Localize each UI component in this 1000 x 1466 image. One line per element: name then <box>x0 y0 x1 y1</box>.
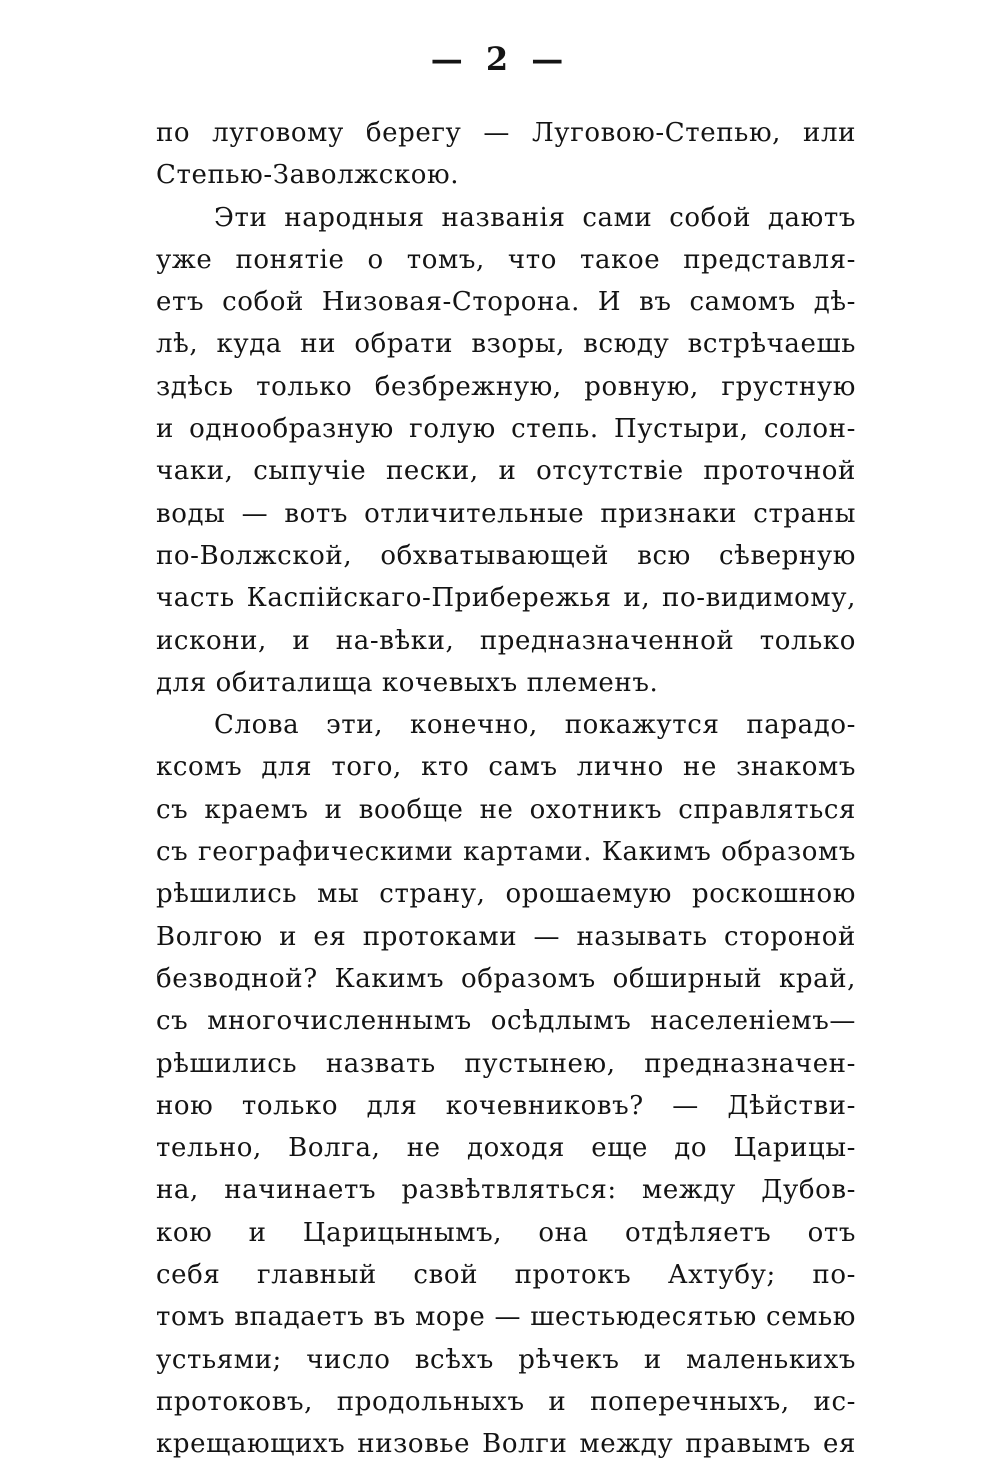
body-text <box>156 112 856 1466</box>
text-line: устьями; число всѣхъ рѣчекъ и маленькихъ <box>156 1344 856 1375</box>
text-line: по луговому берегу — Луговою-Степью, или <box>156 118 856 148</box>
text-line: воды — вотъ отличительные признаки страны <box>156 498 856 529</box>
text-line: съ многочисленнымъ осѣдлымъ населеніемъ— <box>156 1006 856 1037</box>
text-line: томъ впадаетъ въ море — шестьюдесятью семью <box>156 1302 856 1333</box>
text-line: рѣшились назвать пустынею, предназначен- <box>156 1048 856 1079</box>
text-line: здѣсь только безбрежную, ровную, грустную <box>156 371 856 402</box>
text-line: уже понятіе о томъ, что такое представля- <box>156 244 856 275</box>
text-line: на, начинаетъ развѣтвляться: между Дубов- <box>156 1175 856 1206</box>
text-line: часть Каспійскаго-Прибережья и, по-видимому, <box>156 583 856 614</box>
text-line: Слова эти, конечно, покажутся парадо- <box>214 710 856 741</box>
text-line: по-Волжской, обхватывающей всю сѣверную <box>156 540 856 571</box>
text-line: безводной? Какимъ образомъ обширный край, <box>156 963 856 994</box>
text-line: тельно, Волга, не доходя еще до Царицы- <box>156 1133 856 1164</box>
text-line: съ краемъ и вообще не охотникъ справляться <box>156 794 856 825</box>
text-line: етъ собой Низовая-Сторона. И въ самомъ дѣ- <box>156 287 856 318</box>
text-line: себя главный свой протокъ Ахтубу; по- <box>156 1260 856 1291</box>
text-line: ксомъ для того, кто самъ лично не знакомъ <box>156 752 856 783</box>
text-line: Эти народныя названія сами собой даютъ <box>214 202 856 233</box>
text-line: ною только для кочевниковъ? — Дѣйстви- <box>156 1090 856 1121</box>
text-line: протоковъ, продольныхъ и поперечныхъ, ис- <box>156 1386 856 1417</box>
text-line: кою и Царицынымъ, она отдѣляетъ отъ <box>156 1217 856 1248</box>
text-line: лѣ, куда ни обрати взоры, всюду встрѣчаешь <box>156 329 856 360</box>
text-line: чаки, сыпучіе пески, и отсутствіе проточной <box>156 456 856 487</box>
text-line: и однообразную голую степь. Пустыри, солон- <box>156 414 856 445</box>
text-line: съ географическими картами. Какимъ образомъ <box>156 837 856 868</box>
text-line: рѣшились мы страну, орошаемую роскошною <box>156 879 856 910</box>
page-number: — 2 — <box>430 40 570 78</box>
text-line: Степью-Заволжскою. <box>156 160 460 191</box>
text-line: для обиталища кочевыхъ племенъ. <box>156 667 659 698</box>
text-line: искони, и на-вѣки, предназначенной только <box>156 625 856 656</box>
text-line: крещающихъ низовье Волги между правымъ ея <box>156 1429 856 1460</box>
text-line: Волгою и ея протоками — называть стороной <box>156 921 856 952</box>
